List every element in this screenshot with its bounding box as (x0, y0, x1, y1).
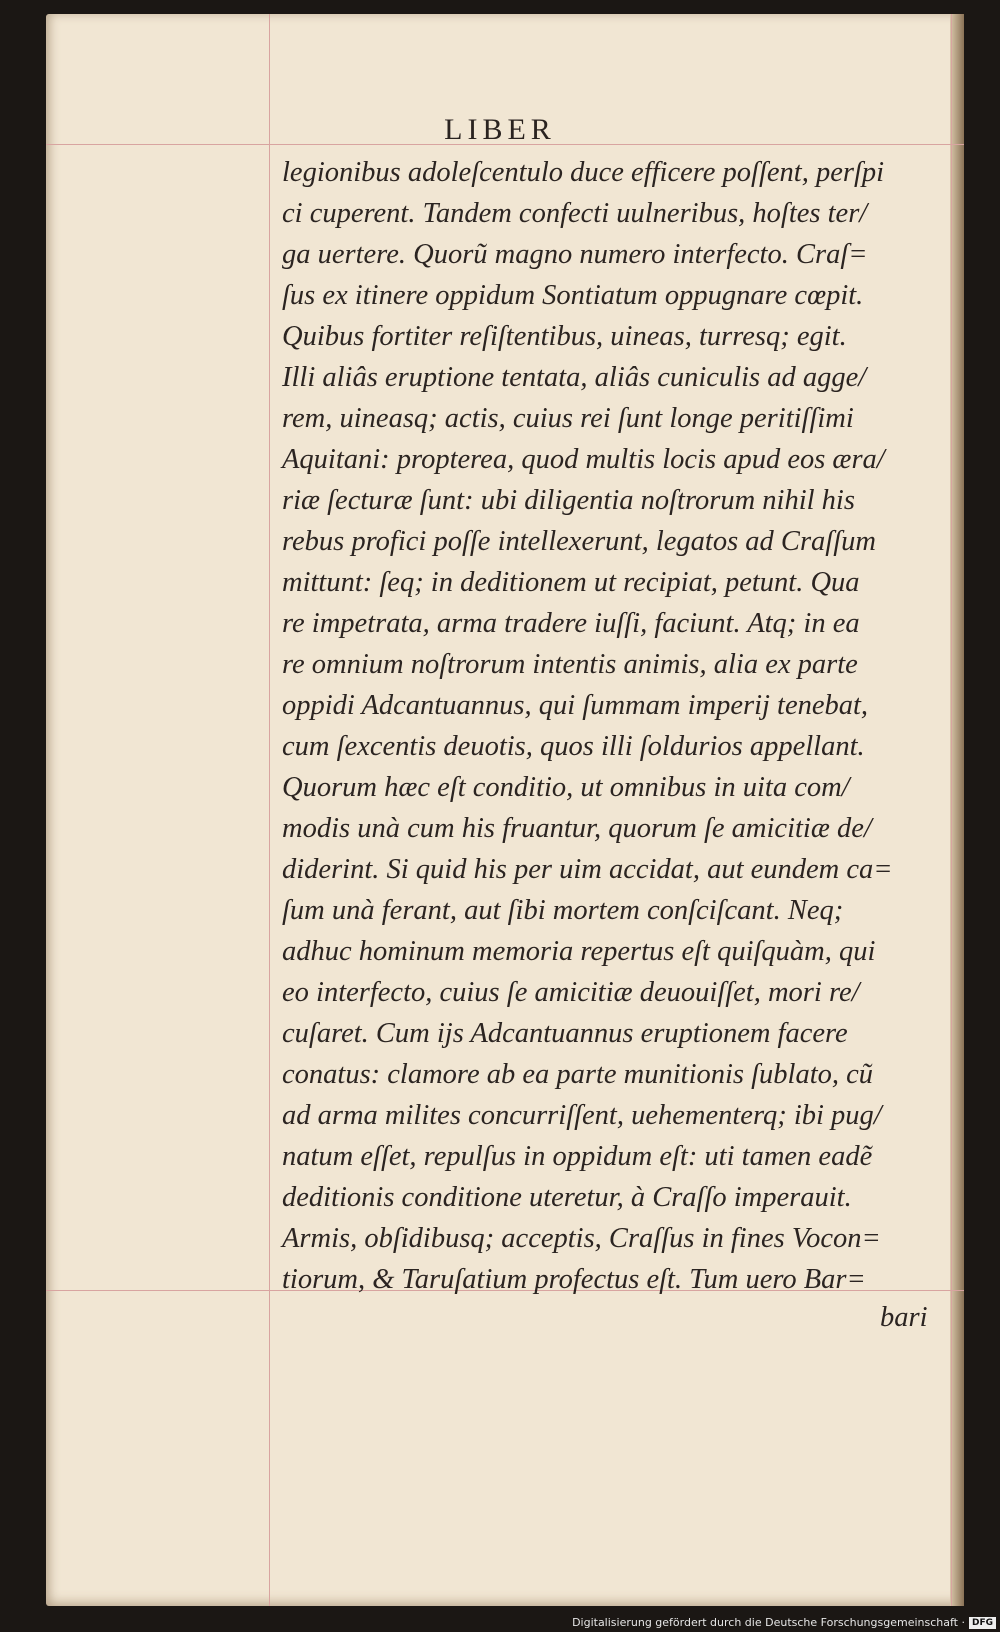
digitization-credit (572, 1616, 996, 1629)
text-line: mittunt: ſeq; in deditionem ut recipiat, petunt. Qua (282, 567, 860, 598)
text-line: deditionis conditione uteretur, à Craſſo imperauit. (282, 1182, 852, 1213)
text-line: oppidi Adcantuannus, qui ſummam imperij tenebat, (282, 690, 869, 721)
text-line: Quibus fortiter reſiſtentibus, uineas, turresq; egit. (282, 321, 847, 352)
text-line: adhuc hominum memoria repertus eſt quiſquàm, qui (282, 936, 876, 967)
dfg-logo: DFG (969, 1617, 996, 1629)
text-line: re omnium noſtrorum intentis animis, alia ex parte (282, 649, 858, 680)
text-line: eo interfecto, cuius ſe amicitiæ deuouiſſet, mori re/ (282, 977, 860, 1008)
text-line: ga uertere. Quorũ magno numero interfecto. Craſ= (282, 239, 868, 270)
credit-text: Digitalisierung gefördert durch die Deutsche Forschungsgemeinschaft · (572, 1616, 965, 1629)
text-line: modis unà cum his fruantur, quorum ſe amicitiæ de/ (282, 813, 872, 844)
text-line: tiorum, & Taruſatium profectus eſt. Tum uero Bar= (282, 1264, 866, 1295)
text-line: legionibus adoleſcentulo duce efficere poſſent, perſpi (282, 157, 885, 188)
text-line: ſus ex itinere oppidum Sontiatum oppugnare cœpit. (282, 280, 864, 311)
text-line: rebus profici poſſe intellexerunt, legatos ad Craſſum (282, 526, 876, 557)
text-line: ſum unà ferant, aut ſibi mortem conſciſcant. Neq; (282, 895, 844, 926)
text-line: Quorum hæc eſt conditio, ut omnibus in uita com/ (282, 772, 850, 803)
catchword: bari (880, 1302, 928, 1333)
text-line: ad arma milites concurriſſent, uehementerq; ibi pug/ (282, 1100, 882, 1131)
text-line: ci cuperent. Tandem confecti uulneribus, hoſtes ter/ (282, 198, 868, 229)
text-line: re impetrata, arma tradere iuſſi, faciunt. Atq; in ea (282, 608, 860, 639)
margin-rule-left (269, 14, 270, 1606)
text-block (282, 152, 962, 1300)
text-line: conatus: clamore ab ea parte munitionis ſublato, cũ (282, 1059, 874, 1090)
text-line: natum eſſet, repulſus in oppidum eſt: uti tamen eadẽ (282, 1141, 873, 1172)
text-line: diderint. Si quid his per uim accidat, aut eundem ca= (282, 854, 893, 885)
text-line: Aquitani: propterea, quod multis locis apud eos æra/ (282, 444, 885, 475)
running-head: LIBER (444, 113, 556, 146)
text-line: Illi aliâs eruptione tentata, aliâs cuniculis ad agge/ (282, 362, 867, 393)
text-line: Armis, obſidibusq; acceptis, Craſſus in fines Vocon= (282, 1223, 881, 1254)
text-line: rem, uineasq; actis, cuius rei ſunt longe peritiſſimi (282, 403, 854, 434)
text-line: cum ſexcentis deuotis, quos illi ſoldurios appellant. (282, 731, 865, 762)
text-line: cuſaret. Cum ijs Adcantuannus eruptionem facere (282, 1018, 848, 1049)
text-line: riæ ſecturæ ſunt: ubi diligentia noſtrorum nihil his (282, 485, 855, 516)
